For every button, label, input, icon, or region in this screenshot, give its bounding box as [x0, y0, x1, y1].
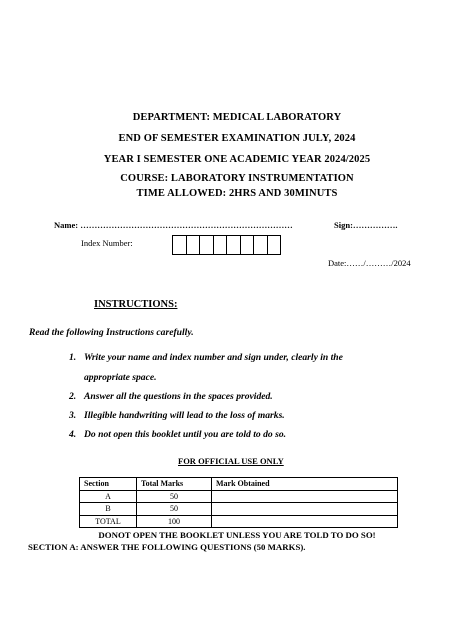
section-a-heading: SECTION A: ANSWER THE FOLLOWING QUESTIONS (50 MARKS). — [28, 542, 306, 552]
instruction-item-1: Write your name and index number and sign under, clearly in the — [84, 352, 343, 363]
year-heading: YEAR I SEMESTER ONE ACADEMIC YEAR 2024/2025 — [103, 154, 371, 165]
instruction-number: 3. — [69, 410, 77, 421]
instruction-item-2: Answer all the questions in the spaces provided. — [84, 391, 273, 402]
do-not-open-warning: DONOT OPEN THE BOOKLET UNLESS YOU ARE TOLD TO DO SO! — [98, 530, 376, 540]
course-heading: COURSE: LABORATORY INSTRUMENTATION — [120, 173, 354, 184]
official-use-title: FOR OFFICIAL USE ONLY — [178, 456, 284, 466]
instruction-item-1-cont: appropriate space. — [84, 372, 157, 383]
instruction-number: 2. — [69, 391, 77, 402]
index-digit-box[interactable] — [199, 235, 214, 255]
department-heading: DEPARTMENT: MEDICAL LABORATORY — [132, 112, 342, 123]
instruction-item-4: Do not open this booklet until you are told to do so. — [84, 429, 287, 440]
table-row — [80, 503, 398, 516]
index-digit-box[interactable] — [186, 235, 201, 255]
table-cell: A — [80, 490, 137, 503]
date-field: Date:……/………/2024 — [328, 258, 411, 268]
index-digit-box[interactable] — [240, 235, 255, 255]
column-header: Section — [80, 478, 137, 491]
exam-heading: END OF SEMESTER EXAMINATION JULY, 2024 — [118, 133, 356, 144]
index-digit-box[interactable] — [172, 235, 187, 255]
index-digit-box[interactable] — [253, 235, 268, 255]
table-cell: B — [80, 503, 137, 516]
column-header: Total Marks — [137, 478, 212, 491]
sign-field: Sign:……………. — [334, 220, 398, 230]
table-header-row — [80, 478, 398, 491]
official-marks-table — [79, 477, 398, 528]
table-row — [80, 515, 398, 528]
table-cell: 100 — [137, 515, 212, 528]
table-cell — [212, 515, 398, 528]
instructions-title: INSTRUCTIONS: — [94, 299, 178, 310]
table-cell — [212, 503, 398, 516]
instruction-item-3: Illegible handwriting will lead to the loss of marks. — [84, 410, 285, 421]
instruction-number: 4. — [69, 429, 77, 440]
instruction-number: 1. — [69, 352, 77, 363]
table-cell — [212, 490, 398, 503]
index-digit-box[interactable] — [213, 235, 228, 255]
table-cell: 50 — [137, 490, 212, 503]
instructions-intro: Read the following Instructions carefully. — [29, 327, 194, 338]
table-row — [80, 490, 398, 503]
table-cell: TOTAL — [80, 515, 137, 528]
column-header: Mark Obtained — [212, 478, 398, 491]
index-number-boxes[interactable] — [172, 235, 281, 255]
time-allowed-heading: TIME ALLOWED: 2HRS AND 30MINUTS — [136, 188, 338, 199]
index-digit-box[interactable] — [267, 235, 282, 255]
index-number-label: Index Number: — [81, 238, 133, 248]
table-cell: 50 — [137, 503, 212, 516]
index-digit-box[interactable] — [226, 235, 241, 255]
name-field: Name: ………………………………………………………………… — [54, 220, 293, 230]
